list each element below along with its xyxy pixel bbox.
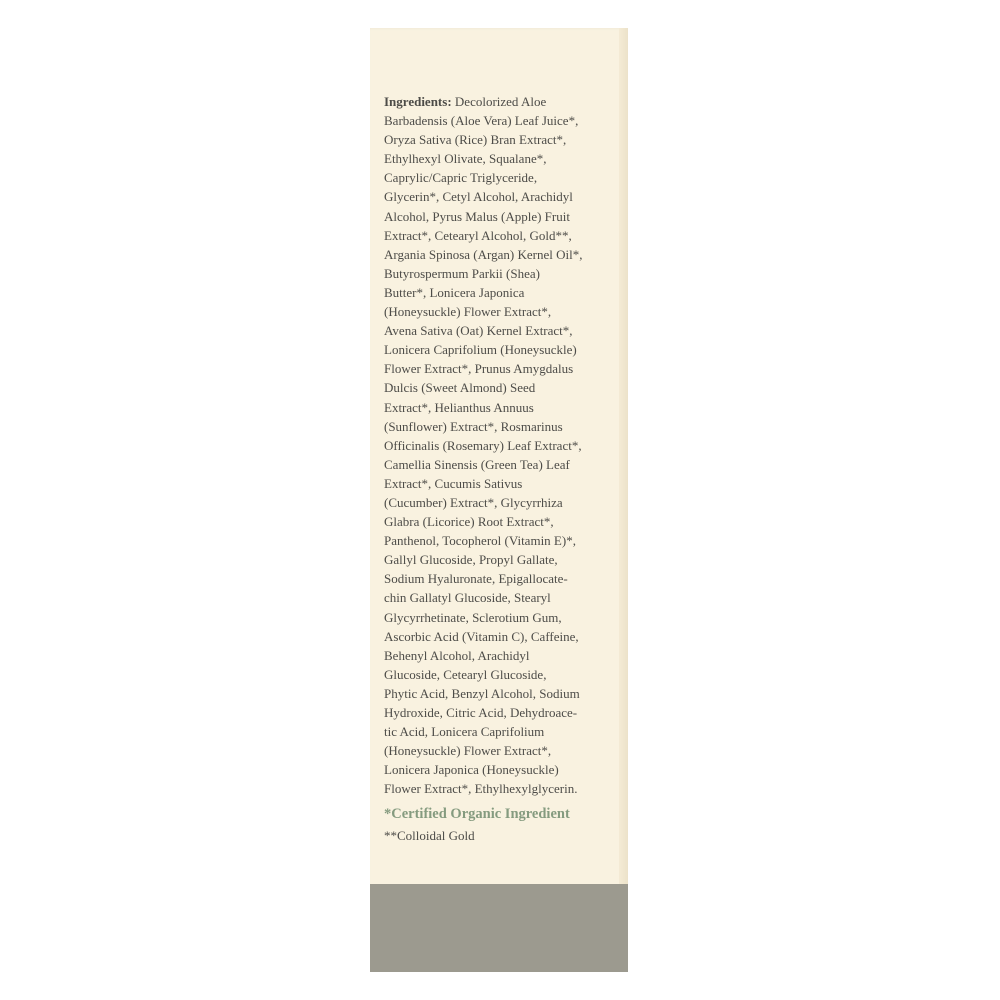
box-side-edge bbox=[619, 28, 628, 884]
ingredients-body: Decolorized Aloe Barbadensis (Aloe Vera) Leaf Juice*, Oryza Sativa (Rice) Bran Extract*, Ethylhexyl Olivate, Squalane*, Caprylic/Capric Triglyceride, Glycerin*, Cetyl Alcohol, Arachidyl Alcohol, Pyrus Malus (Apple) Fruit Extract*, Cetearyl Alcohol, Gold**, Argania Spinosa (Argan) Kernel Oil*, Butyrospermum Parkii (Shea) Butter*, Lonicera Japonica (Honeysuckle) Flower Extract*, Avena Sativa (Oat) Kernel Extract*, Lonicera Caprifolium (Honeysuckle) Flower Extract*, Prunus Amygdalus Dulcis (Sweet Almond) Seed Extract*, Helianthus Annuus (Sunflower) Extract*, Rosmarinus Officinalis (Rosemary) Leaf Extract*, Camellia Sinensis (Green Tea) Leaf Extract*, Cucumis Sativus (Cucumber) Extract*, Glycyrrhiza Glabra (Licorice) Root Extract*, Panthenol, Tocopherol (Vitamin E)*, Gallyl Glucoside, Propyl Gallate, Sodium Hyaluronate, Epigallocate- chin Gallatyl Glucoside, Stearyl Glycyrrhetinate, Sclerotium Gum, Ascorbic Acid (Vitamin C), Caffeine, Behenyl Alcohol, Arachidyl Glucoside, Cetearyl Glucoside, Phytic Acid, Benzyl Alcohol, Sodium Hydroxide, Citric Acid, Dehydroace- tic Acid, Lonicera Caprifolium (Honeysuckle) Flower Extract*, Lonicera Japonica (Honeysuckle) Flower Extract*, Ethylhexylglycerin. bbox=[384, 94, 583, 797]
colloidal-gold-note: **Colloidal Gold bbox=[384, 828, 475, 843]
bottom-grey-band bbox=[370, 884, 628, 972]
ingredients-heading: Ingredients: bbox=[384, 94, 452, 109]
certified-organic-note: *Certified Organic Ingredient bbox=[384, 806, 570, 822]
ingredients-list bbox=[384, 92, 612, 798]
